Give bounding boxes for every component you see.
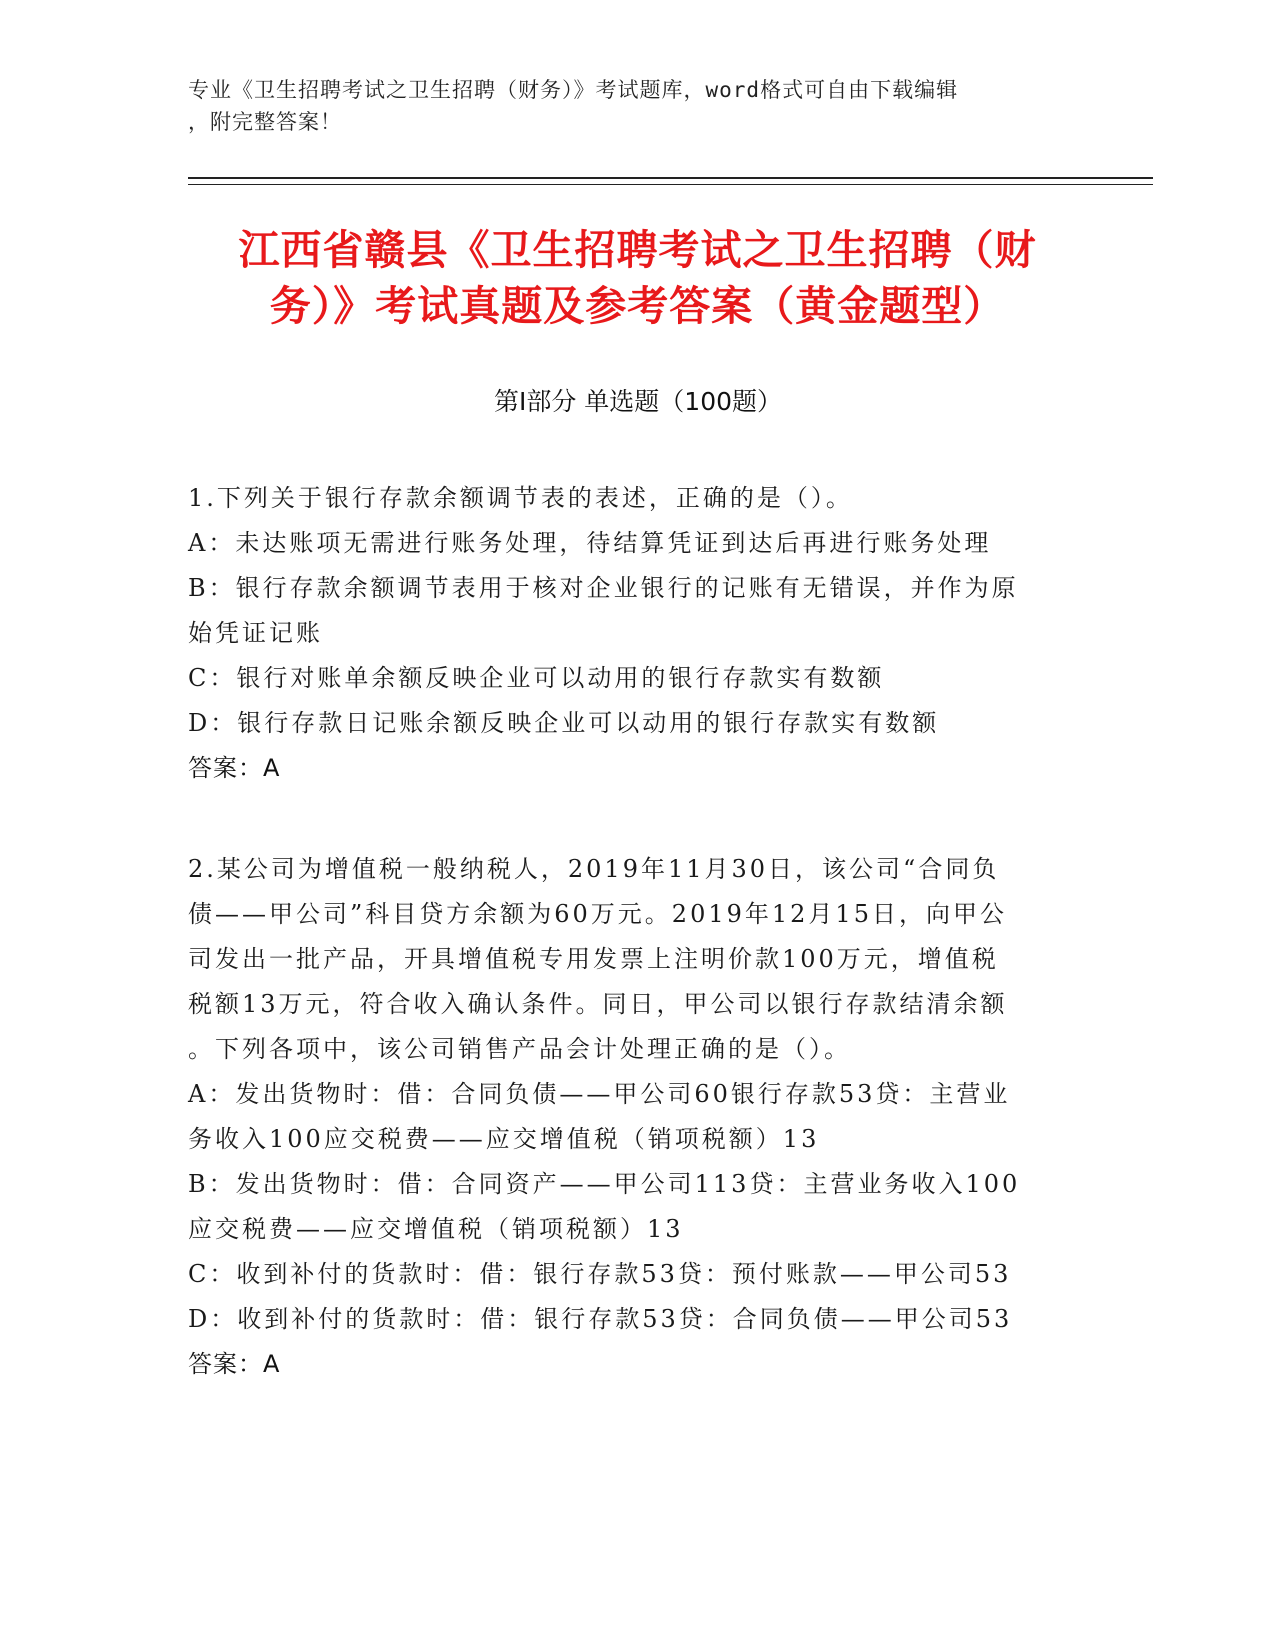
question-1-answer: 答案：A	[188, 754, 281, 782]
question-2-stem-line-3: 司发出一批产品，开具增值税专用发票上注明价款100万元，增值税	[188, 945, 999, 973]
question-1-option-c: C：银行对账单余额反映企业可以动用的银行存款实有数额	[188, 664, 885, 692]
question-2	[188, 847, 1078, 1387]
header-note-line-2: ，附完整答案！	[188, 110, 342, 134]
question-2-option-a: A：发出货物时：借：合同负债——甲公司60银行存款53贷：主营业	[188, 1080, 1011, 1108]
question-1-option-b-continued: 始凭证记账	[188, 619, 323, 647]
question-2-option-b-continued: 应交税费——应交增值税（销项税额）13	[188, 1215, 684, 1243]
question-1	[188, 476, 1078, 791]
header-note-line-1: 专业《卫生招聘考试之卫生招聘（财务）》考试题库，word格式可自由下载编辑	[188, 78, 959, 102]
header-divider-thin	[188, 184, 1153, 185]
question-1-option-b: B：银行存款余额调节表用于核对企业银行的记账有无错误，并作为原	[188, 574, 1019, 602]
document-title	[180, 222, 1095, 334]
header-divider-thick	[188, 177, 1153, 179]
question-2-answer: 答案：A	[188, 1350, 281, 1378]
question-1-stem: 1.下列关于银行存款余额调节表的表述，正确的是（）。	[188, 484, 853, 512]
question-2-option-d: D：收到补付的货款时：借：银行存款53贷：合同负债——甲公司53	[188, 1305, 1013, 1333]
question-1-option-d: D：银行存款日记账余额反映企业可以动用的银行存款实有数额	[188, 709, 940, 737]
section-heading: 第Ⅰ部分 单选题（100题）	[493, 387, 783, 416]
question-2-stem-line-1: 2.某公司为增值税一般纳税人，2019年11月30日，该公司“合同负	[188, 855, 1000, 883]
question-2-stem-line-4: 税额13万元，符合收入确认条件。同日，甲公司以银行存款结清余额	[188, 990, 1008, 1018]
header-note	[188, 74, 1068, 138]
question-2-stem-line-5: 。下列各项中，该公司销售产品会计处理正确的是（）。	[188, 1035, 851, 1063]
question-2-option-c: C：收到补付的货款时：借：银行存款53贷：预付账款——甲公司53	[188, 1260, 1012, 1288]
document-title-line-1: 江西省赣县《卫生招聘考试之卫生招聘（财	[238, 226, 1037, 274]
question-2-option-a-continued: 务收入100应交税费——应交增值税（销项税额）13	[188, 1125, 820, 1153]
question-list	[188, 476, 1078, 1443]
question-2-stem-line-2: 债——甲公司”科目贷方余额为60万元。2019年12月15日，向甲公	[188, 900, 1007, 928]
question-1-option-a: A：未达账项无需进行账务处理，待结算凭证到达后再进行账务处理	[188, 529, 992, 557]
document-title-line-2: 务）》考试真题及参考答案（黄金题型）	[269, 282, 1006, 330]
question-2-option-b: B：发出货物时：借：合同资产——甲公司113贷：主营业务收入100	[188, 1170, 1021, 1198]
